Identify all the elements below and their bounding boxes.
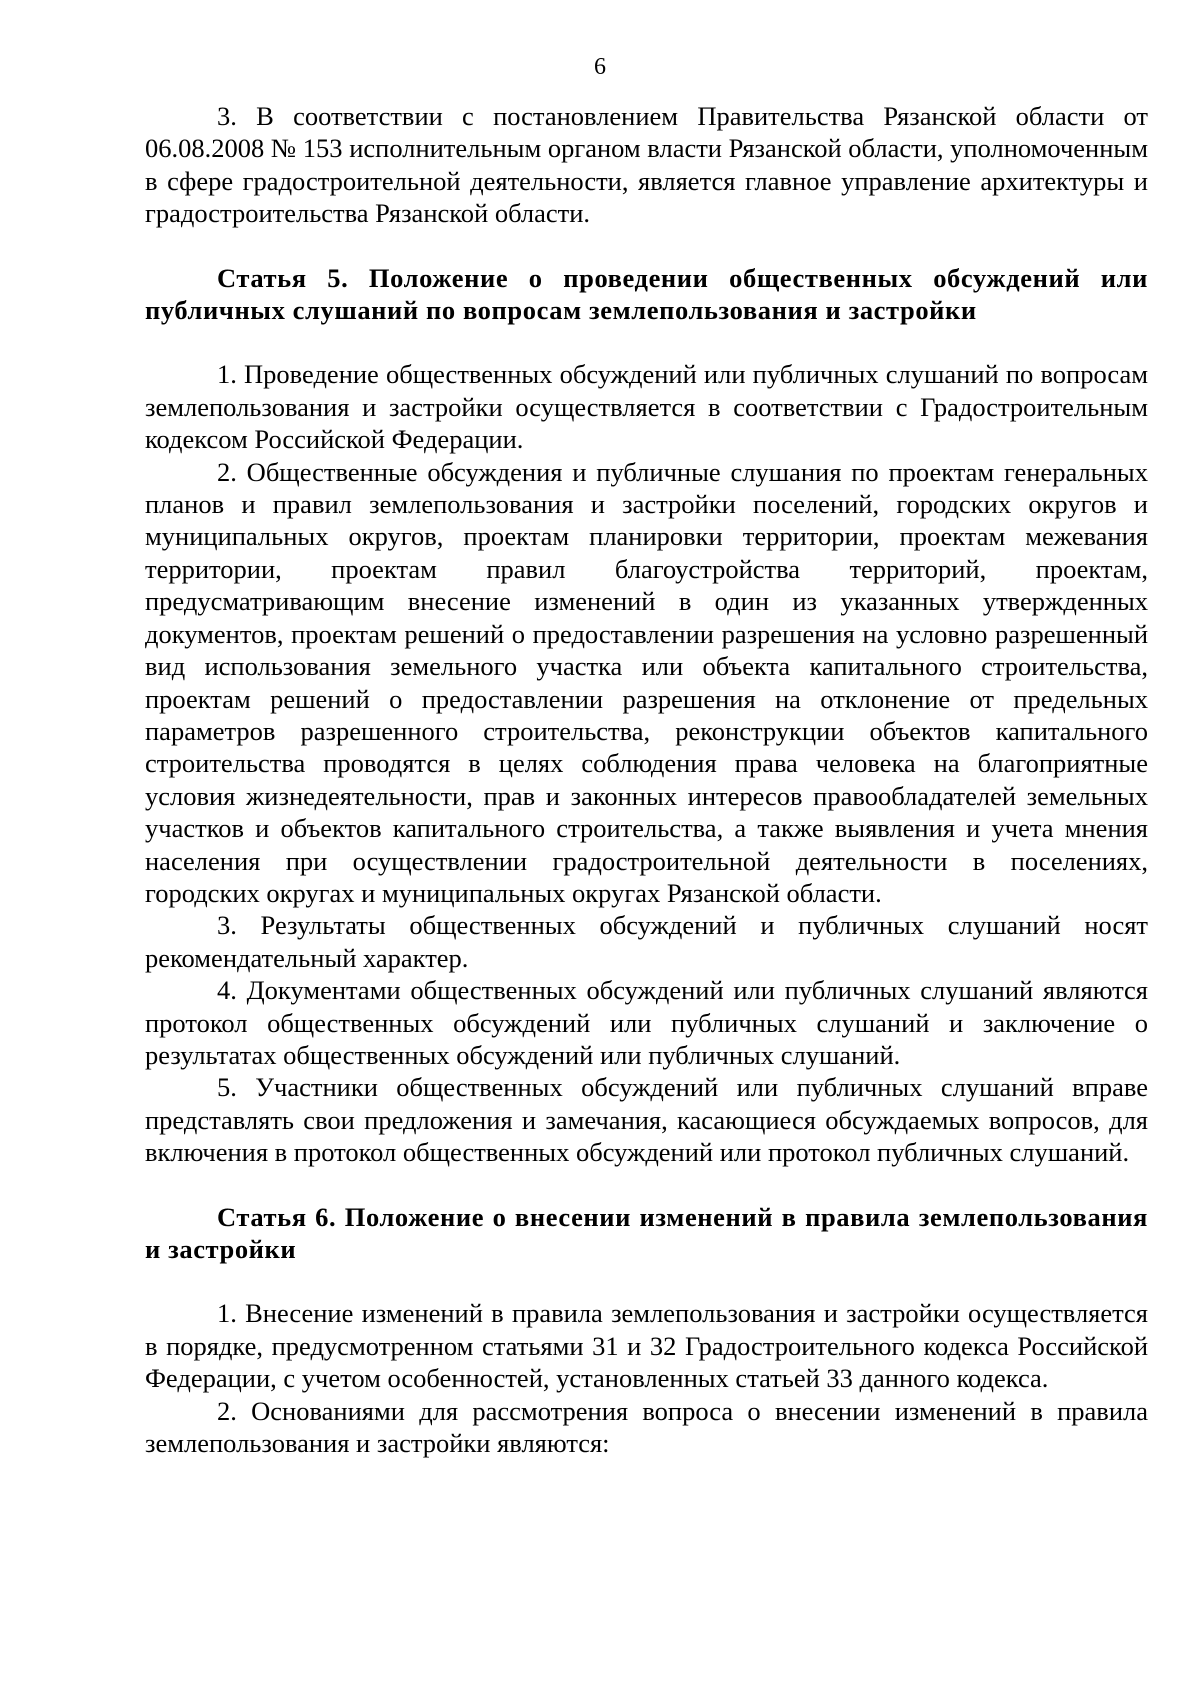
article6-item1: 1. Внесение изменений в правила землепользования и застройки осуществляется в порядке, предусмотренном статьями 31 и 32 Градостроительного кодекса Российской Федерации, с учетом особенностей, установленных статьей 33 данного кодекса. (145, 1298, 1148, 1394)
article5-item1: 1. Проведение общественных обсуждений или публичных слушаний по вопросам землепользования и застройки осуществляется в соответствии с Градостроительным кодексом Российской Федерации. (145, 359, 1148, 455)
article5-item5: 5. Участники общественных обсуждений или публичных слушаний вправе представлять свои предложения и замечания, касающиеся обсуждаемых вопросов, для включения в протокол общественных обсуждений или протокол публичных слушаний. (145, 1072, 1148, 1168)
article5-body (145, 358, 1148, 1168)
page-number: 6 (594, 54, 606, 80)
article5-heading: Статья 5. Положение о проведении общественных обсуждений или публичных слушаний по вопросам землепользования и застройки (145, 262, 1148, 326)
document-body (145, 100, 1148, 1459)
article5-item2: 2. Общественные обсуждения и публичные слушания по проектам генеральных планов и правил землепользования и застройки поселений, городских округов и муниципальных округов, проектам планировки территории, проектам межевания территории, проектам правил благоустройства территорий, проектам, предусматривающим внесение изменений в один из указанных утвержденных документов, проектам решений о предоставлении разрешения на условно разрешенный вид использования земельного участка или объекта капитального строительства, проектам решений о предоставлении разрешения на отклонение от предельных параметров разрешенного строительства, реконструкции объектов капитального строительства проводятся в целях соблюдения права человека на благоприятные условия жизнедеятельности, прав и законных интересов правообладателей земельных участков и объектов капитального строительства, а также выявления и учета мнения населения при осуществлении градостроительной деятельности в поселениях, городских округах и муниципальных округах Рязанской области. (145, 456, 1148, 908)
article6-heading: Статья 6. Положение о внесении изменений в правила землепользования и застройки (145, 1201, 1148, 1264)
article5-item4: 4. Документами общественных обсуждений или публичных слушаний являются протокол общественных обсуждений или публичных слушаний и заключение о результатах общественных обсуждений или публичных слушаний. (145, 975, 1148, 1070)
article6-body (145, 1297, 1148, 1459)
article6-item2: 2. Основаниями для рассмотрения вопроса о внесении изменений в правила землепользования и застройки являются: (145, 1395, 1148, 1459)
article5-item3: 3. Результаты общественных обсуждений и публичных слушаний носят рекомендательный характер. (145, 910, 1148, 973)
paragraph-article4-item3: 3. В соответствии с постановлением Правительства Рязанской области от 06.08.2008 № 153 исполнительным органом власти Рязанской области, уполномоченным в сфере градостроительной деятельности, является главное управление архитектуры и градостроительства Рязанской области. (145, 101, 1148, 229)
